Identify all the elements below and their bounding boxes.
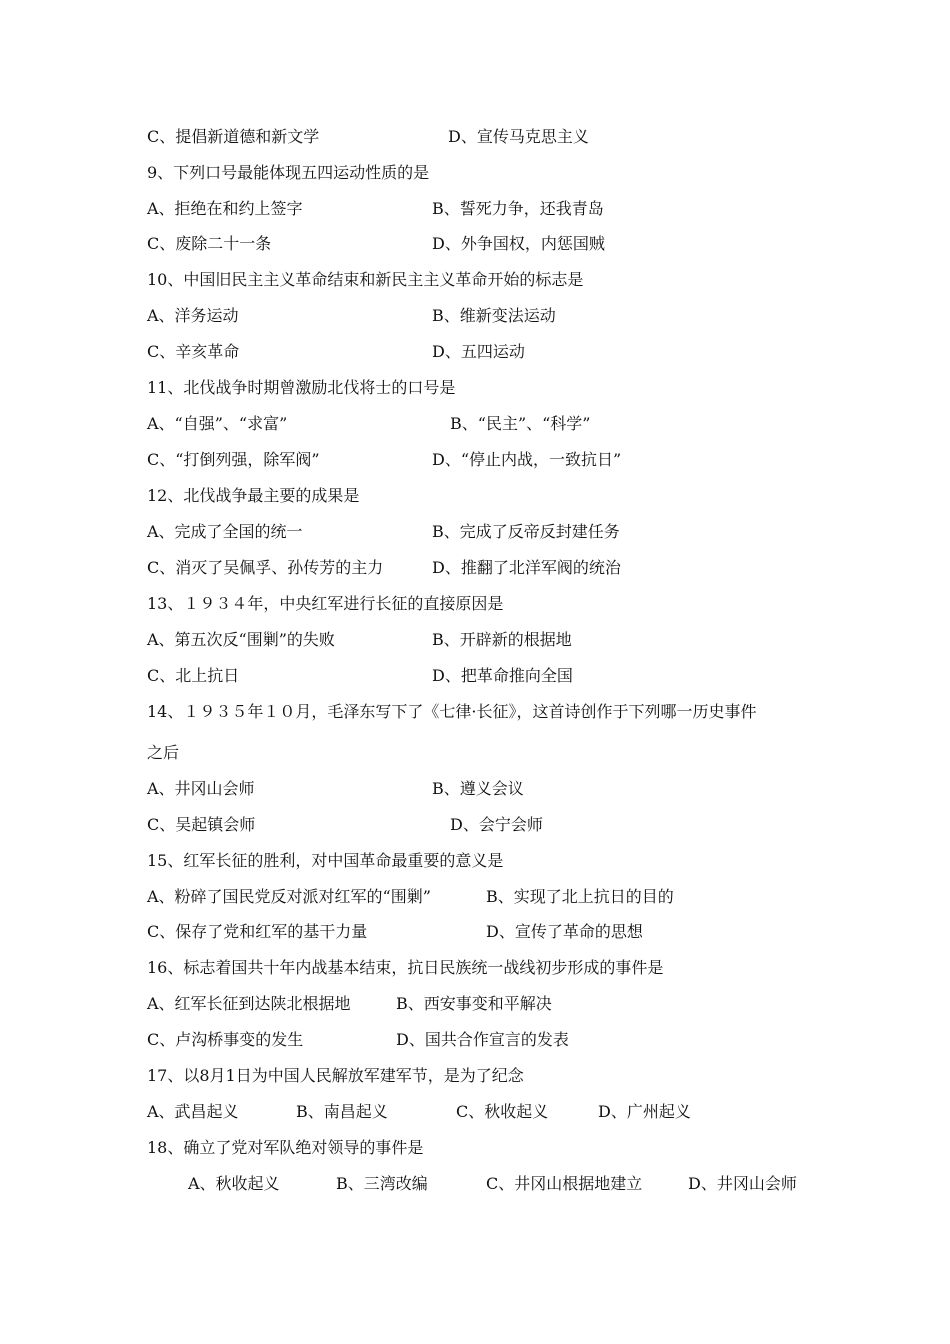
q16-option-b: B、西安事变和平解决 — [396, 994, 552, 1013]
q18-option-d: D、井冈山会师 — [688, 1174, 797, 1193]
q12-option-d: D、推翻了北洋军阀的统治 — [432, 558, 621, 577]
q14-option-d: D、会宁会师 — [450, 815, 543, 834]
q15-option-c: C、保存了党和红军的基干力量 — [147, 922, 368, 941]
q18-stem: 18、确立了党对军队绝对领导的事件是 — [147, 1138, 424, 1157]
q14-option-b: B、遵义会议 — [432, 779, 524, 798]
q17-option-c: C、秋收起义 — [456, 1102, 549, 1121]
q18-option-b: B、三湾改编 — [336, 1174, 428, 1193]
q13-option-a: A、第五次反“围剿”的失败 — [147, 630, 335, 649]
q11-option-a: A、“自强”、“求富” — [147, 414, 288, 433]
q10-option-d: D、五四运动 — [432, 342, 525, 361]
q10-stem: 10、中国旧民主主义革命结束和新民主主义革命开始的标志是 — [147, 270, 584, 289]
q8-option-c: C、提倡新道德和新文学 — [147, 127, 320, 146]
q11-option-b: B、“民主”、“科学” — [450, 414, 591, 433]
q9-option-a: A、拒绝在和约上签字 — [147, 199, 303, 218]
q16-option-d: D、国共合作宣言的发表 — [396, 1030, 569, 1049]
q15-option-d: D、宣传了革命的思想 — [486, 922, 643, 941]
q12-option-b: B、完成了反帝反封建任务 — [432, 522, 620, 541]
q13-option-d: D、把革命推向全国 — [432, 666, 573, 685]
q14-option-c: C、吴起镇会师 — [147, 815, 256, 834]
q15-option-b: B、实现了北上抗日的目的 — [486, 887, 674, 906]
q16-option-a: A、红军长征到达陕北根据地 — [147, 994, 351, 1013]
q10-option-c: C、辛亥革命 — [147, 342, 240, 361]
q18-option-a: A、秋收起义 — [188, 1174, 280, 1193]
q17-option-d: D、广州起义 — [598, 1102, 691, 1121]
q16-option-c: C、卢沟桥事变的发生 — [147, 1030, 304, 1049]
q9-option-c: C、废除二十一条 — [147, 234, 272, 253]
q11-stem: 11、北伐战争时期曾激励北伐将士的口号是 — [147, 378, 456, 397]
q14-stem: 14、１９３５年１０月，毛泽东写下了《七律·长征》，这首诗创作于下列哪一历史事件 — [147, 702, 757, 721]
q18-option-c: C、井冈山根据地建立 — [486, 1174, 643, 1193]
q17-option-b: B、南昌起义 — [296, 1102, 388, 1121]
q15-option-a: A、粉碎了国民党反对派对红军的“围剿” — [147, 887, 431, 906]
q9-option-b: B、誓死力争，还我青岛 — [432, 199, 604, 218]
q9-option-d: D、外争国权，内惩国贼 — [432, 234, 605, 253]
q17-stem: 17、以8月1日为中国人民解放军建军节，是为了纪念 — [147, 1066, 524, 1085]
q8-option-d: D、宣传马克思主义 — [448, 127, 589, 146]
q12-option-a: A、完成了全国的统一 — [147, 522, 303, 541]
q11-option-c: C、“打倒列强，除军阀” — [147, 450, 320, 469]
q10-option-b: B、维新变法运动 — [432, 306, 556, 325]
q12-stem: 12、北伐战争最主要的成果是 — [147, 486, 360, 505]
q16-stem: 16、标志着国共十年内战基本结束，抗日民族统一战线初步形成的事件是 — [147, 958, 664, 977]
q13-option-b: B、开辟新的根据地 — [432, 630, 572, 649]
q10-option-a: A、洋务运动 — [147, 306, 239, 325]
q13-option-c: C、北上抗日 — [147, 666, 240, 685]
q14-option-a: A、井冈山会师 — [147, 779, 255, 798]
q13-stem: 13、１９３４年，中央红军进行长征的直接原因是 — [147, 594, 504, 613]
q17-option-a: A、武昌起义 — [147, 1102, 239, 1121]
q9-stem: 9、下列口号最能体现五四运动性质的是 — [147, 163, 430, 182]
q14-stem-continuation: 之后 — [147, 743, 180, 762]
q15-stem: 15、红军长征的胜利，对中国革命最重要的意义是 — [147, 851, 504, 870]
q11-option-d: D、“停止内战，一致抗日” — [432, 450, 622, 469]
q12-option-c: C、消灭了吴佩孚、孙传芳的主力 — [147, 558, 384, 577]
